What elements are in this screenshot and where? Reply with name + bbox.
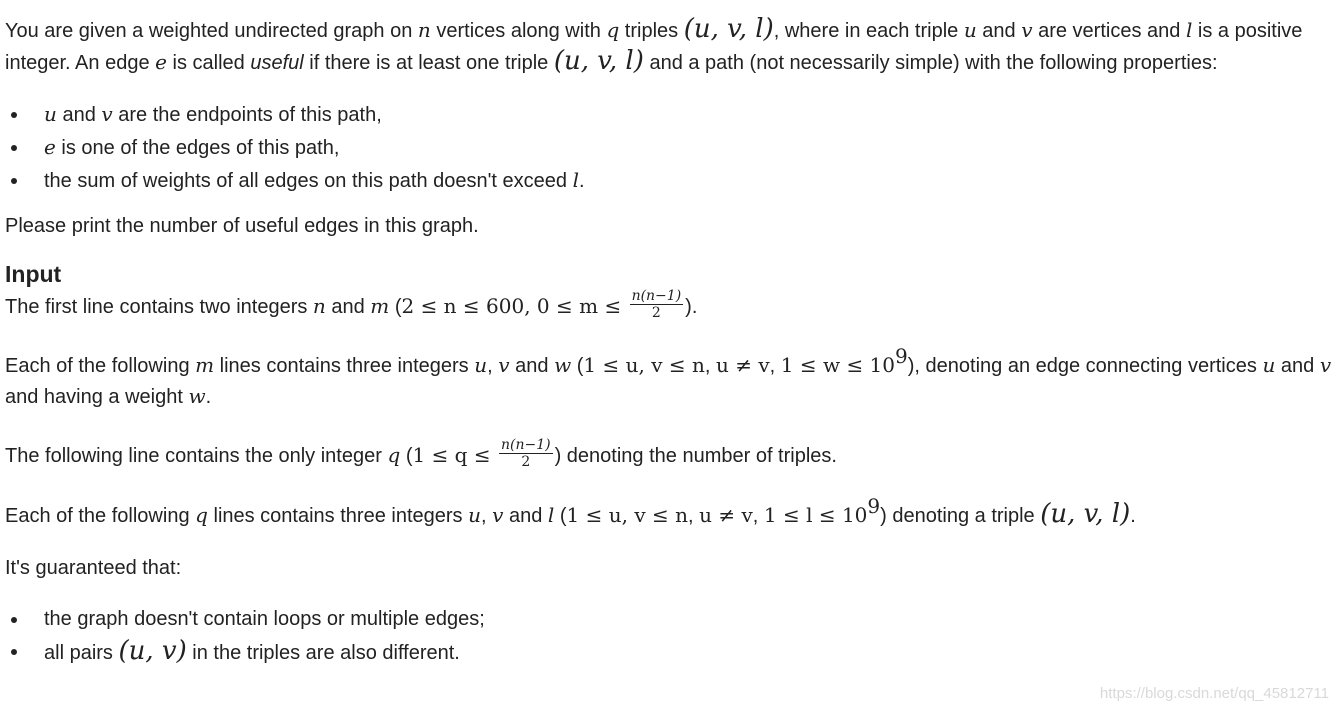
math-l: l — [572, 168, 579, 192]
properties-list — [5, 98, 1333, 197]
math-e: e — [44, 135, 56, 159]
fraction-denominator: 2 — [651, 305, 661, 322]
text: and — [976, 20, 1022, 42]
text: and — [1275, 355, 1320, 377]
fraction-numerator: n(n−1) — [500, 437, 551, 454]
text: and having a weight — [5, 386, 189, 408]
text: The first line contains two integers — [5, 296, 313, 318]
text: are the endpoints of this path, — [112, 104, 382, 126]
text: vertices along with — [430, 20, 607, 42]
text: . — [1130, 505, 1136, 527]
list-item — [44, 98, 1333, 131]
text: The following line contains the only integer — [5, 445, 388, 467]
list-item — [44, 164, 1333, 197]
text: all pairs — [44, 642, 119, 664]
math-q: q — [195, 503, 208, 527]
math-m: m — [370, 294, 390, 318]
math-q: q — [606, 18, 620, 42]
list-item — [44, 131, 1333, 164]
text: ( — [571, 355, 584, 377]
input-line-1 — [5, 288, 1333, 322]
math-n: n — [312, 294, 326, 318]
math-constraint: u ≠ v — [715, 353, 770, 377]
math-v: v — [492, 503, 504, 527]
text: , — [487, 355, 499, 377]
text: is called — [166, 52, 251, 74]
math-v: v — [498, 353, 510, 377]
list-item — [44, 603, 1333, 635]
math-u: u — [963, 18, 977, 42]
useful-term: useful — [250, 52, 304, 74]
text: in the triples are also different. — [186, 642, 460, 664]
text: Each of the following — [5, 505, 196, 527]
text: ( — [389, 296, 402, 318]
text: ) denoting a triple — [880, 505, 1041, 527]
math-w: w — [188, 384, 206, 408]
math-w: w — [554, 353, 572, 377]
text: . — [205, 386, 212, 408]
math-fraction — [630, 288, 684, 321]
math-n: n — [417, 18, 431, 42]
math-v: v — [101, 102, 113, 126]
print-line: Please print the number of useful edges in this graph. — [5, 215, 479, 237]
math-exponent: 9 — [867, 494, 881, 518]
input-line-4 — [5, 494, 1333, 531]
text: , where in each triple — [773, 20, 964, 42]
math-pair: (u, v) — [118, 636, 187, 666]
fraction-denominator: 2 — [521, 454, 531, 471]
math-u: u — [474, 353, 488, 377]
input-line-2 — [5, 344, 1333, 412]
text: triples — [619, 20, 684, 42]
guarantee-intro: It's guaranteed that: — [5, 557, 182, 579]
text: ) denoting the number of triples. — [554, 445, 837, 467]
text: ), denoting an edge connecting vertices — [907, 355, 1263, 377]
text: and — [325, 296, 371, 318]
math-triple: (u, v, l) — [553, 46, 644, 76]
text: lines contains three integers — [207, 505, 469, 527]
text: and — [509, 355, 555, 377]
math-constraint: u ≠ v — [699, 503, 753, 527]
math-e: e — [155, 50, 167, 74]
math-fraction — [499, 437, 553, 470]
text: , — [769, 355, 781, 377]
input-line-3 — [5, 437, 1333, 471]
math-v: v — [1319, 353, 1332, 377]
watermark: https://blog.csdn.net/qq_45812711 — [1099, 685, 1329, 702]
text: . — [579, 170, 585, 192]
fraction-numerator: n(n−1) — [631, 288, 682, 305]
text: ( — [400, 445, 413, 467]
math-u: u — [468, 503, 481, 527]
text: and — [503, 505, 548, 527]
list-item — [44, 635, 1333, 669]
problem-statement — [5, 14, 1333, 669]
text: if there is at least one triple — [303, 52, 554, 74]
math-u: u — [1262, 353, 1276, 377]
text: Each of the following — [5, 355, 196, 377]
text: You are given a weighted undirected graph on — [5, 20, 418, 42]
text: , — [704, 355, 716, 377]
text: are vertices and — [1032, 20, 1186, 42]
text: lines contains three integers — [214, 355, 475, 377]
text: and a path (not necessarily simple) with the following properties: — [643, 52, 1218, 74]
math-m: m — [195, 353, 215, 377]
math-triple: (u, v, l) — [1040, 499, 1131, 529]
text: is one of the edges of this path, — [55, 137, 340, 159]
text: ). — [685, 296, 698, 318]
math-constraint: 2 ≤ n ≤ 600, 0 ≤ m ≤ — [401, 294, 628, 318]
text: ( — [554, 505, 567, 527]
math-constraint: 1 ≤ w ≤ 10 — [780, 353, 896, 377]
text: the sum of weights of all edges on this path doesn't exceed — [44, 170, 573, 192]
math-constraint: 1 ≤ u, v ≤ n — [566, 503, 688, 527]
text: , — [752, 505, 764, 527]
input-heading: Input — [5, 261, 62, 287]
intro-paragraph — [5, 14, 1333, 78]
math-constraint: 1 ≤ l ≤ 10 — [763, 503, 868, 527]
math-triple: (u, v, l) — [683, 14, 774, 44]
guarantees-list — [5, 603, 1333, 669]
text: , — [480, 505, 493, 527]
text: is a positive integer. An edge — [5, 20, 1303, 74]
text: the graph doesn't contain loops or multiple edges; — [44, 608, 485, 630]
math-exponent: 9 — [895, 344, 908, 368]
text: , — [687, 505, 700, 527]
math-u: u — [44, 102, 57, 126]
math-l: l — [547, 503, 555, 527]
math-l: l — [1185, 18, 1193, 42]
math-v: v — [1021, 18, 1033, 42]
math-constraint: 1 ≤ q ≤ — [412, 443, 497, 467]
text: and — [56, 104, 102, 126]
math-q: q — [387, 443, 401, 467]
math-constraint: 1 ≤ u, v ≤ n — [583, 353, 705, 377]
